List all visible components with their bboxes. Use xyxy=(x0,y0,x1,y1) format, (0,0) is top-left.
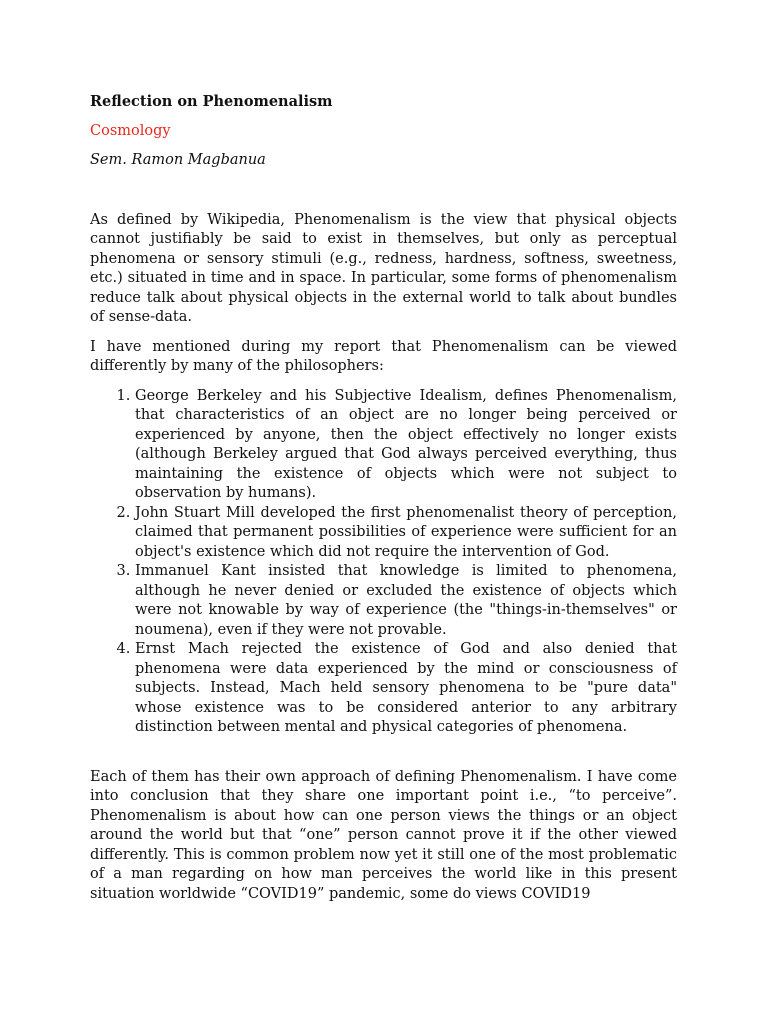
list-item-mach: 4. Ernst Mach rejected the existence of God and also denied that phenomena were data experienced by the mind or consciousness of subjects. Instead, Mach held sensory phenomena to be "pure data" whose existence was to be considered anterior to any arbitrary distinction between mental and physical categories of phenomena. xyxy=(135,640,677,738)
list-item-kant: 3. Immanuel Kant insisted that knowledge is limited to phenomena, although he never denied or excluded the existence of objects which were not knowable by way of experience (the "things-in-themselves" or noumena), even if they were not provable. xyxy=(135,562,677,640)
list-item-mill: 2. John Stuart Mill developed the first phenomenalist theory of perception, claimed that permanent possibilities of experience were sufficient for an object's existence which did not require the intervention of God. xyxy=(135,504,677,563)
document-page xyxy=(90,92,677,914)
document-title: Reflection on Phenomenalism xyxy=(90,93,333,110)
paragraph-conclusion: Each of them has their own approach of defining Phenomenalism. I have come into conclusion that they share one important point i.e., “to perceive”. Phenomenalism is about how can one person views the things or an object around the world but that “one” person cannot prove it if the other viewed differently. This is common problem now yet it still one of the most problematic of a man regarding on how man perceives the world like in this present situation worldwide “COVID19” pandemic, some do views COVID19 xyxy=(90,768,677,902)
list-item-berkeley: 1. George Berkeley and his Subjective Idealism, defines Phenomenalism, that characteristics of an object are no longer being perceived or experienced by anyone, then the object effectively no longer exists (although Berkeley argued that God always perceived everything, thus maintaining the existence of objects which were not subject to observation by humans). xyxy=(135,387,677,504)
paragraph-definition: As defined by Wikipedia, Phenomenalism is the view that physical objects cannot justifiably be said to exist in themselves, but only as perceptual phenomena or sensory stimuli (e.g., redness, hardness, softness, sweetness, etc.) situated in time and in space. In particular, some forms of phenomenalism reduce talk about physical objects in the external world to talk about bundles of sense-data. xyxy=(90,211,677,325)
paragraph-intro-list: I have mentioned during my report that Phenomenalism can be viewed differently by many of the philosophers: xyxy=(90,338,677,374)
document-author: Sem. Ramon Magbanua xyxy=(90,152,266,168)
document-subject: Cosmology xyxy=(90,122,171,139)
philosophers-list xyxy=(90,387,677,738)
